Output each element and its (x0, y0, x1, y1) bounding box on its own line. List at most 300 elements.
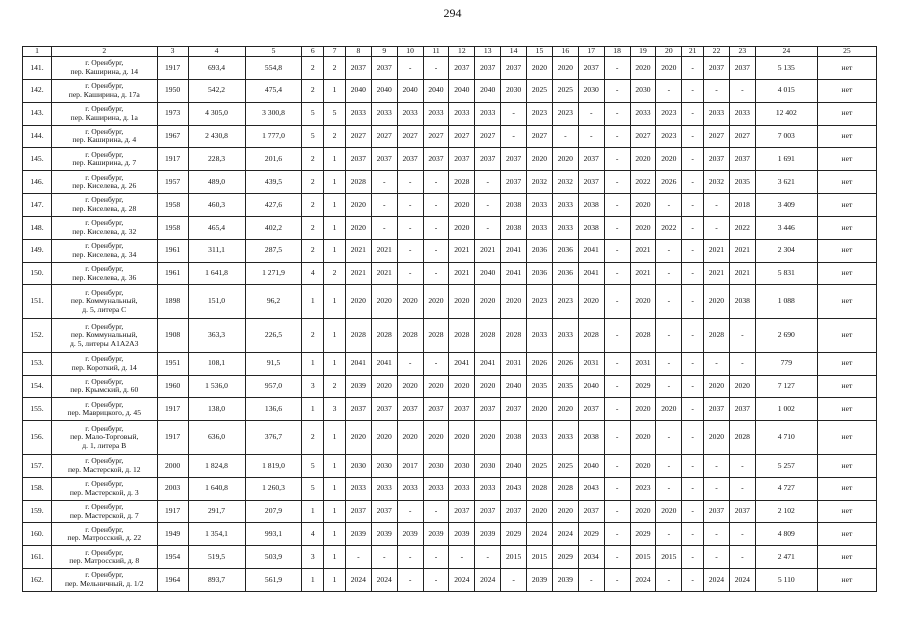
cell-col-21: - (682, 102, 704, 125)
cell-col-22: 2020 (704, 285, 730, 319)
cell-col-23: 2033 (729, 102, 755, 125)
cell-col-24: 3 621 (755, 171, 817, 194)
cell-col-6: 1 (302, 398, 324, 421)
address-cell (51, 125, 157, 148)
column-header-16: 16 (552, 47, 578, 57)
cell-col-15: 2020 (527, 398, 553, 421)
cell-col-16: 2020 (552, 500, 578, 523)
row-number: 157. (23, 454, 52, 477)
cell-col-11: - (423, 262, 449, 285)
cell-col-22: - (704, 79, 730, 102)
cell-col-6: 2 (302, 57, 324, 80)
table-row (23, 421, 877, 455)
cell-col-16: 2024 (552, 523, 578, 546)
table-row (23, 398, 877, 421)
cell-col-4: 519,5 (188, 546, 245, 569)
cell-col-14: 2038 (501, 421, 527, 455)
cell-col-5: 1 260,3 (245, 477, 302, 500)
cell-col-8: 2030 (345, 454, 371, 477)
cell-col-3: 1949 (157, 523, 188, 546)
table-row (23, 239, 877, 262)
cell-col-22: - (704, 477, 730, 500)
cell-col-10: - (397, 57, 423, 80)
column-header-8: 8 (345, 47, 371, 57)
cell-col-25: нет (817, 398, 876, 421)
cell-col-21: - (682, 352, 704, 375)
cell-col-3: 1917 (157, 398, 188, 421)
cell-col-7: 1 (324, 79, 346, 102)
cell-col-22: 2020 (704, 421, 730, 455)
cell-col-24: 2 471 (755, 546, 817, 569)
address-line: г. Оренбург, (85, 354, 124, 364)
row-number: 160. (23, 523, 52, 546)
cell-col-7: 5 (324, 102, 346, 125)
cell-col-4: 108,1 (188, 352, 245, 375)
cell-col-9: - (371, 171, 397, 194)
cell-col-12: 2024 (449, 569, 475, 592)
cell-col-18: - (604, 239, 630, 262)
cell-col-11: - (423, 352, 449, 375)
cell-col-3: 1967 (157, 125, 188, 148)
cell-col-16: 2029 (552, 546, 578, 569)
column-header-14: 14 (501, 47, 527, 57)
cell-col-22: 2021 (704, 239, 730, 262)
cell-col-4: 542,2 (188, 79, 245, 102)
row-number: 149. (23, 239, 52, 262)
cell-col-21: - (682, 523, 704, 546)
cell-col-17: 2037 (578, 148, 604, 171)
address-line: г. Оренбург, (85, 501, 124, 511)
cell-col-25: нет (817, 523, 876, 546)
cell-col-21: - (682, 171, 704, 194)
column-header-9: 9 (371, 47, 397, 57)
cell-col-20: 2020 (656, 57, 682, 80)
cell-col-19: 2022 (630, 171, 656, 194)
cell-col-25: нет (817, 319, 876, 353)
cell-col-19: 2020 (630, 285, 656, 319)
cell-col-24: 5 110 (755, 569, 817, 592)
cell-col-15: 2020 (527, 57, 553, 80)
cell-col-12: 2028 (449, 319, 475, 353)
cell-col-5: 427,6 (245, 194, 302, 217)
address-line: г. Оренбург, (85, 547, 124, 557)
cell-col-13: - (475, 216, 501, 239)
cell-col-9: 2039 (371, 523, 397, 546)
cell-col-21: - (682, 57, 704, 80)
cell-col-15: 2025 (527, 79, 553, 102)
cell-col-6: 1 (302, 569, 324, 592)
cell-col-23: 2037 (729, 398, 755, 421)
column-header-22: 22 (704, 47, 730, 57)
cell-col-3: 1958 (157, 194, 188, 217)
cell-col-21: - (682, 194, 704, 217)
cell-col-20: - (656, 477, 682, 500)
cell-col-12: - (449, 546, 475, 569)
cell-col-18: - (604, 477, 630, 500)
cell-col-13: 2028 (475, 319, 501, 353)
address-line: г. Оренбург, (85, 287, 124, 297)
cell-col-16: 2033 (552, 319, 578, 353)
cell-col-24: 779 (755, 352, 817, 375)
address-cell (51, 285, 157, 319)
cell-col-8: 2040 (345, 79, 371, 102)
cell-col-13: 2020 (475, 285, 501, 319)
cell-col-19: 2027 (630, 125, 656, 148)
cell-col-18: - (604, 454, 630, 477)
cell-col-4: 465,4 (188, 216, 245, 239)
table-header (23, 47, 877, 57)
cell-col-16: 2025 (552, 79, 578, 102)
cell-col-5: 201,6 (245, 148, 302, 171)
cell-col-15: 2020 (527, 148, 553, 171)
cell-col-19: 2020 (630, 194, 656, 217)
address-line: пер. Крымский, д. 60 (70, 385, 139, 395)
cell-col-13: 2037 (475, 148, 501, 171)
cell-col-6: 3 (302, 375, 324, 398)
cell-col-21: - (682, 285, 704, 319)
cell-col-12: 2028 (449, 171, 475, 194)
cell-col-22: 2021 (704, 262, 730, 285)
cell-col-11: - (423, 500, 449, 523)
table-row (23, 262, 877, 285)
address-line: г. Оренбург, (85, 149, 124, 159)
cell-col-7: 1 (324, 319, 346, 353)
cell-col-8: 2021 (345, 239, 371, 262)
cell-col-11: - (423, 216, 449, 239)
table-row (23, 125, 877, 148)
cell-col-14: 2038 (501, 216, 527, 239)
cell-col-18: - (604, 569, 630, 592)
cell-col-13: 2037 (475, 500, 501, 523)
cell-col-19: 2020 (630, 454, 656, 477)
cell-col-12: 2039 (449, 523, 475, 546)
cell-col-23: - (729, 319, 755, 353)
cell-col-10: 2020 (397, 375, 423, 398)
cell-col-18: - (604, 352, 630, 375)
cell-col-16: 2020 (552, 57, 578, 80)
cell-col-24: 2 304 (755, 239, 817, 262)
cell-col-16: - (552, 125, 578, 148)
column-header-6: 6 (302, 47, 324, 57)
cell-col-23: 2037 (729, 500, 755, 523)
cell-col-13: 2020 (475, 375, 501, 398)
table-row (23, 285, 877, 319)
cell-col-23: 2020 (729, 375, 755, 398)
address-cell (51, 216, 157, 239)
cell-col-5: 561,9 (245, 569, 302, 592)
cell-col-10: 2017 (397, 454, 423, 477)
address-line: г. Оренбург, (85, 321, 124, 331)
cell-col-5: 503,9 (245, 546, 302, 569)
cell-col-13: 2039 (475, 523, 501, 546)
address-line: д. 5, литеры А1А2А3 (70, 338, 139, 348)
cell-col-19: 2031 (630, 352, 656, 375)
cell-col-23: - (729, 352, 755, 375)
cell-col-8: 2039 (345, 523, 371, 546)
cell-col-3: 2003 (157, 477, 188, 500)
cell-col-19: 2030 (630, 79, 656, 102)
cell-col-6: 5 (302, 477, 324, 500)
cell-col-11: 2020 (423, 375, 449, 398)
cell-col-24: 2 690 (755, 319, 817, 353)
table-row (23, 523, 877, 546)
cell-col-11: 2020 (423, 421, 449, 455)
cell-col-4: 489,0 (188, 171, 245, 194)
cell-col-16: 2036 (552, 239, 578, 262)
address-cell (51, 102, 157, 125)
cell-col-24: 5 257 (755, 454, 817, 477)
cell-col-17: 2034 (578, 546, 604, 569)
address-cell (51, 421, 157, 455)
cell-col-23: - (729, 523, 755, 546)
cell-col-14: 2020 (501, 285, 527, 319)
cell-col-21: - (682, 569, 704, 592)
cell-col-5: 993,1 (245, 523, 302, 546)
cell-col-12: 2020 (449, 421, 475, 455)
cell-col-20: - (656, 421, 682, 455)
cell-col-18: - (604, 79, 630, 102)
cell-col-14: 2040 (501, 375, 527, 398)
cell-col-4: 138,0 (188, 398, 245, 421)
cell-col-12: 2021 (449, 262, 475, 285)
cell-col-25: нет (817, 500, 876, 523)
cell-col-21: - (682, 262, 704, 285)
cell-col-7: 2 (324, 57, 346, 80)
cell-col-21: - (682, 239, 704, 262)
cell-col-22: - (704, 352, 730, 375)
row-number: 142. (23, 79, 52, 102)
row-number: 146. (23, 171, 52, 194)
cell-col-11: 2030 (423, 454, 449, 477)
cell-col-16: 2036 (552, 262, 578, 285)
address-line: пер. Матросский, д. 8 (69, 556, 140, 566)
cell-col-23: - (729, 79, 755, 102)
row-number: 148. (23, 216, 52, 239)
cell-col-3: 1917 (157, 421, 188, 455)
cell-col-12: 2040 (449, 79, 475, 102)
cell-col-4: 2 430,8 (188, 125, 245, 148)
cell-col-25: нет (817, 262, 876, 285)
cell-col-9: 2037 (371, 500, 397, 523)
cell-col-4: 460,3 (188, 194, 245, 217)
table-row (23, 216, 877, 239)
cell-col-19: 2020 (630, 421, 656, 455)
cell-col-8: 2020 (345, 194, 371, 217)
cell-col-20: 2020 (656, 398, 682, 421)
cell-col-6: 2 (302, 194, 324, 217)
column-header-12: 12 (449, 47, 475, 57)
table-row (23, 454, 877, 477)
cell-col-14: - (501, 125, 527, 148)
cell-col-16: 2025 (552, 454, 578, 477)
cell-col-15: 2023 (527, 285, 553, 319)
cell-col-17: 2037 (578, 171, 604, 194)
cell-col-14: 2029 (501, 523, 527, 546)
cell-col-13: 2037 (475, 57, 501, 80)
cell-col-24: 1 691 (755, 148, 817, 171)
cell-col-7: 1 (324, 148, 346, 171)
cell-col-8: 2037 (345, 398, 371, 421)
table-row (23, 352, 877, 375)
table-row (23, 102, 877, 125)
column-header-17: 17 (578, 47, 604, 57)
cell-col-5: 96,2 (245, 285, 302, 319)
cell-col-13: 2041 (475, 352, 501, 375)
cell-col-6: 1 (302, 285, 324, 319)
cell-col-13: 2024 (475, 569, 501, 592)
address-line: г. Оренбург, (85, 524, 124, 534)
cell-col-6: 2 (302, 239, 324, 262)
cell-col-13: 2040 (475, 79, 501, 102)
cell-col-18: - (604, 194, 630, 217)
cell-col-17: 2028 (578, 319, 604, 353)
cell-col-16: 2033 (552, 194, 578, 217)
cell-col-22: 2037 (704, 57, 730, 80)
cell-col-24: 4 710 (755, 421, 817, 455)
cell-col-16: 2023 (552, 285, 578, 319)
row-number: 143. (23, 102, 52, 125)
address-line: пер. Каширина, д. 4 (72, 135, 137, 145)
cell-col-19: 2020 (630, 148, 656, 171)
cell-col-9: 2021 (371, 239, 397, 262)
cell-col-5: 1 777,0 (245, 125, 302, 148)
cell-col-8: 2020 (345, 216, 371, 239)
cell-col-22: 2037 (704, 500, 730, 523)
cell-col-19: 2028 (630, 319, 656, 353)
cell-col-23: 2038 (729, 285, 755, 319)
cell-col-6: 2 (302, 421, 324, 455)
cell-col-19: 2023 (630, 477, 656, 500)
cell-col-22: 2024 (704, 569, 730, 592)
cell-col-21: - (682, 500, 704, 523)
cell-col-8: 2028 (345, 171, 371, 194)
cell-col-10: - (397, 216, 423, 239)
cell-col-25: нет (817, 421, 876, 455)
cell-col-14: 2037 (501, 500, 527, 523)
cell-col-24: 2 102 (755, 500, 817, 523)
cell-col-23: 2021 (729, 262, 755, 285)
cell-col-17: - (578, 569, 604, 592)
cell-col-17: 2037 (578, 57, 604, 80)
cell-col-6: 3 (302, 546, 324, 569)
cell-col-7: 1 (324, 421, 346, 455)
cell-col-5: 376,7 (245, 421, 302, 455)
cell-col-7: 1 (324, 546, 346, 569)
cell-col-4: 1 536,0 (188, 375, 245, 398)
cell-col-12: 2037 (449, 148, 475, 171)
cell-col-17: 2041 (578, 262, 604, 285)
cell-col-6: 5 (302, 454, 324, 477)
cell-col-9: - (371, 194, 397, 217)
cell-col-7: 1 (324, 285, 346, 319)
cell-col-25: нет (817, 239, 876, 262)
cell-col-15: 2036 (527, 239, 553, 262)
cell-col-23: 2027 (729, 125, 755, 148)
cell-col-9: 2033 (371, 477, 397, 500)
cell-col-22: 2037 (704, 398, 730, 421)
cell-col-10: 2033 (397, 477, 423, 500)
cell-col-11: - (423, 171, 449, 194)
cell-col-25: нет (817, 194, 876, 217)
address-line: пер. Маврицкого, д. 45 (67, 408, 142, 418)
cell-col-9: - (371, 216, 397, 239)
cell-col-23: 2022 (729, 216, 755, 239)
cell-col-5: 475,4 (245, 79, 302, 102)
cell-col-22: - (704, 523, 730, 546)
cell-col-12: 2030 (449, 454, 475, 477)
cell-col-19: 2020 (630, 398, 656, 421)
cell-col-8: 2037 (345, 500, 371, 523)
cell-col-7: 1 (324, 194, 346, 217)
cell-col-11: - (423, 194, 449, 217)
cell-col-17: 2029 (578, 523, 604, 546)
address-line: пер. Коммунальный, (70, 296, 138, 306)
row-number: 162. (23, 569, 52, 592)
cell-col-20: - (656, 79, 682, 102)
cell-col-7: 1 (324, 454, 346, 477)
cell-col-16: 2020 (552, 398, 578, 421)
cell-col-14: - (501, 102, 527, 125)
address-line: пер. Мало-Торговый, (70, 432, 139, 442)
cell-col-24: 5 135 (755, 57, 817, 80)
cell-col-10: 2037 (397, 398, 423, 421)
cell-col-10: - (397, 500, 423, 523)
column-header-2: 2 (51, 47, 157, 57)
cell-col-19: 2021 (630, 239, 656, 262)
cell-col-8: 2041 (345, 352, 371, 375)
cell-col-15: 2015 (527, 546, 553, 569)
cell-col-21: - (682, 125, 704, 148)
cell-col-15: 2033 (527, 216, 553, 239)
cell-col-9: 2030 (371, 454, 397, 477)
cell-col-10: - (397, 171, 423, 194)
address-cell (51, 239, 157, 262)
column-header-20: 20 (656, 47, 682, 57)
cell-col-4: 4 305,0 (188, 102, 245, 125)
cell-col-7: 2 (324, 375, 346, 398)
address-line: г. Оренбург, (85, 81, 124, 91)
cell-col-14: 2031 (501, 352, 527, 375)
cell-col-23: - (729, 546, 755, 569)
cell-col-8: 2037 (345, 57, 371, 80)
column-header-11: 11 (423, 47, 449, 57)
cell-col-24: 4 809 (755, 523, 817, 546)
cell-col-7: 2 (324, 125, 346, 148)
cell-col-21: - (682, 79, 704, 102)
cell-col-24: 5 831 (755, 262, 817, 285)
cell-col-11: 2039 (423, 523, 449, 546)
cell-col-3: 1957 (157, 171, 188, 194)
address-line: г. Оренбург, (85, 263, 124, 273)
cell-col-17: - (578, 102, 604, 125)
cell-col-3: 1951 (157, 352, 188, 375)
row-number: 155. (23, 398, 52, 421)
cell-col-5: 439,5 (245, 171, 302, 194)
cell-col-25: нет (817, 569, 876, 592)
cell-col-20: 2022 (656, 216, 682, 239)
cell-col-18: - (604, 398, 630, 421)
row-number: 147. (23, 194, 52, 217)
cell-col-7: 1 (324, 569, 346, 592)
housing-table (22, 46, 877, 592)
cell-col-22: 2037 (704, 148, 730, 171)
cell-col-10: 2037 (397, 148, 423, 171)
cell-col-20: - (656, 239, 682, 262)
address-line: г. Оренбург, (85, 479, 124, 489)
cell-col-10: 2020 (397, 421, 423, 455)
cell-col-12: 2033 (449, 477, 475, 500)
cell-col-14: 2040 (501, 454, 527, 477)
